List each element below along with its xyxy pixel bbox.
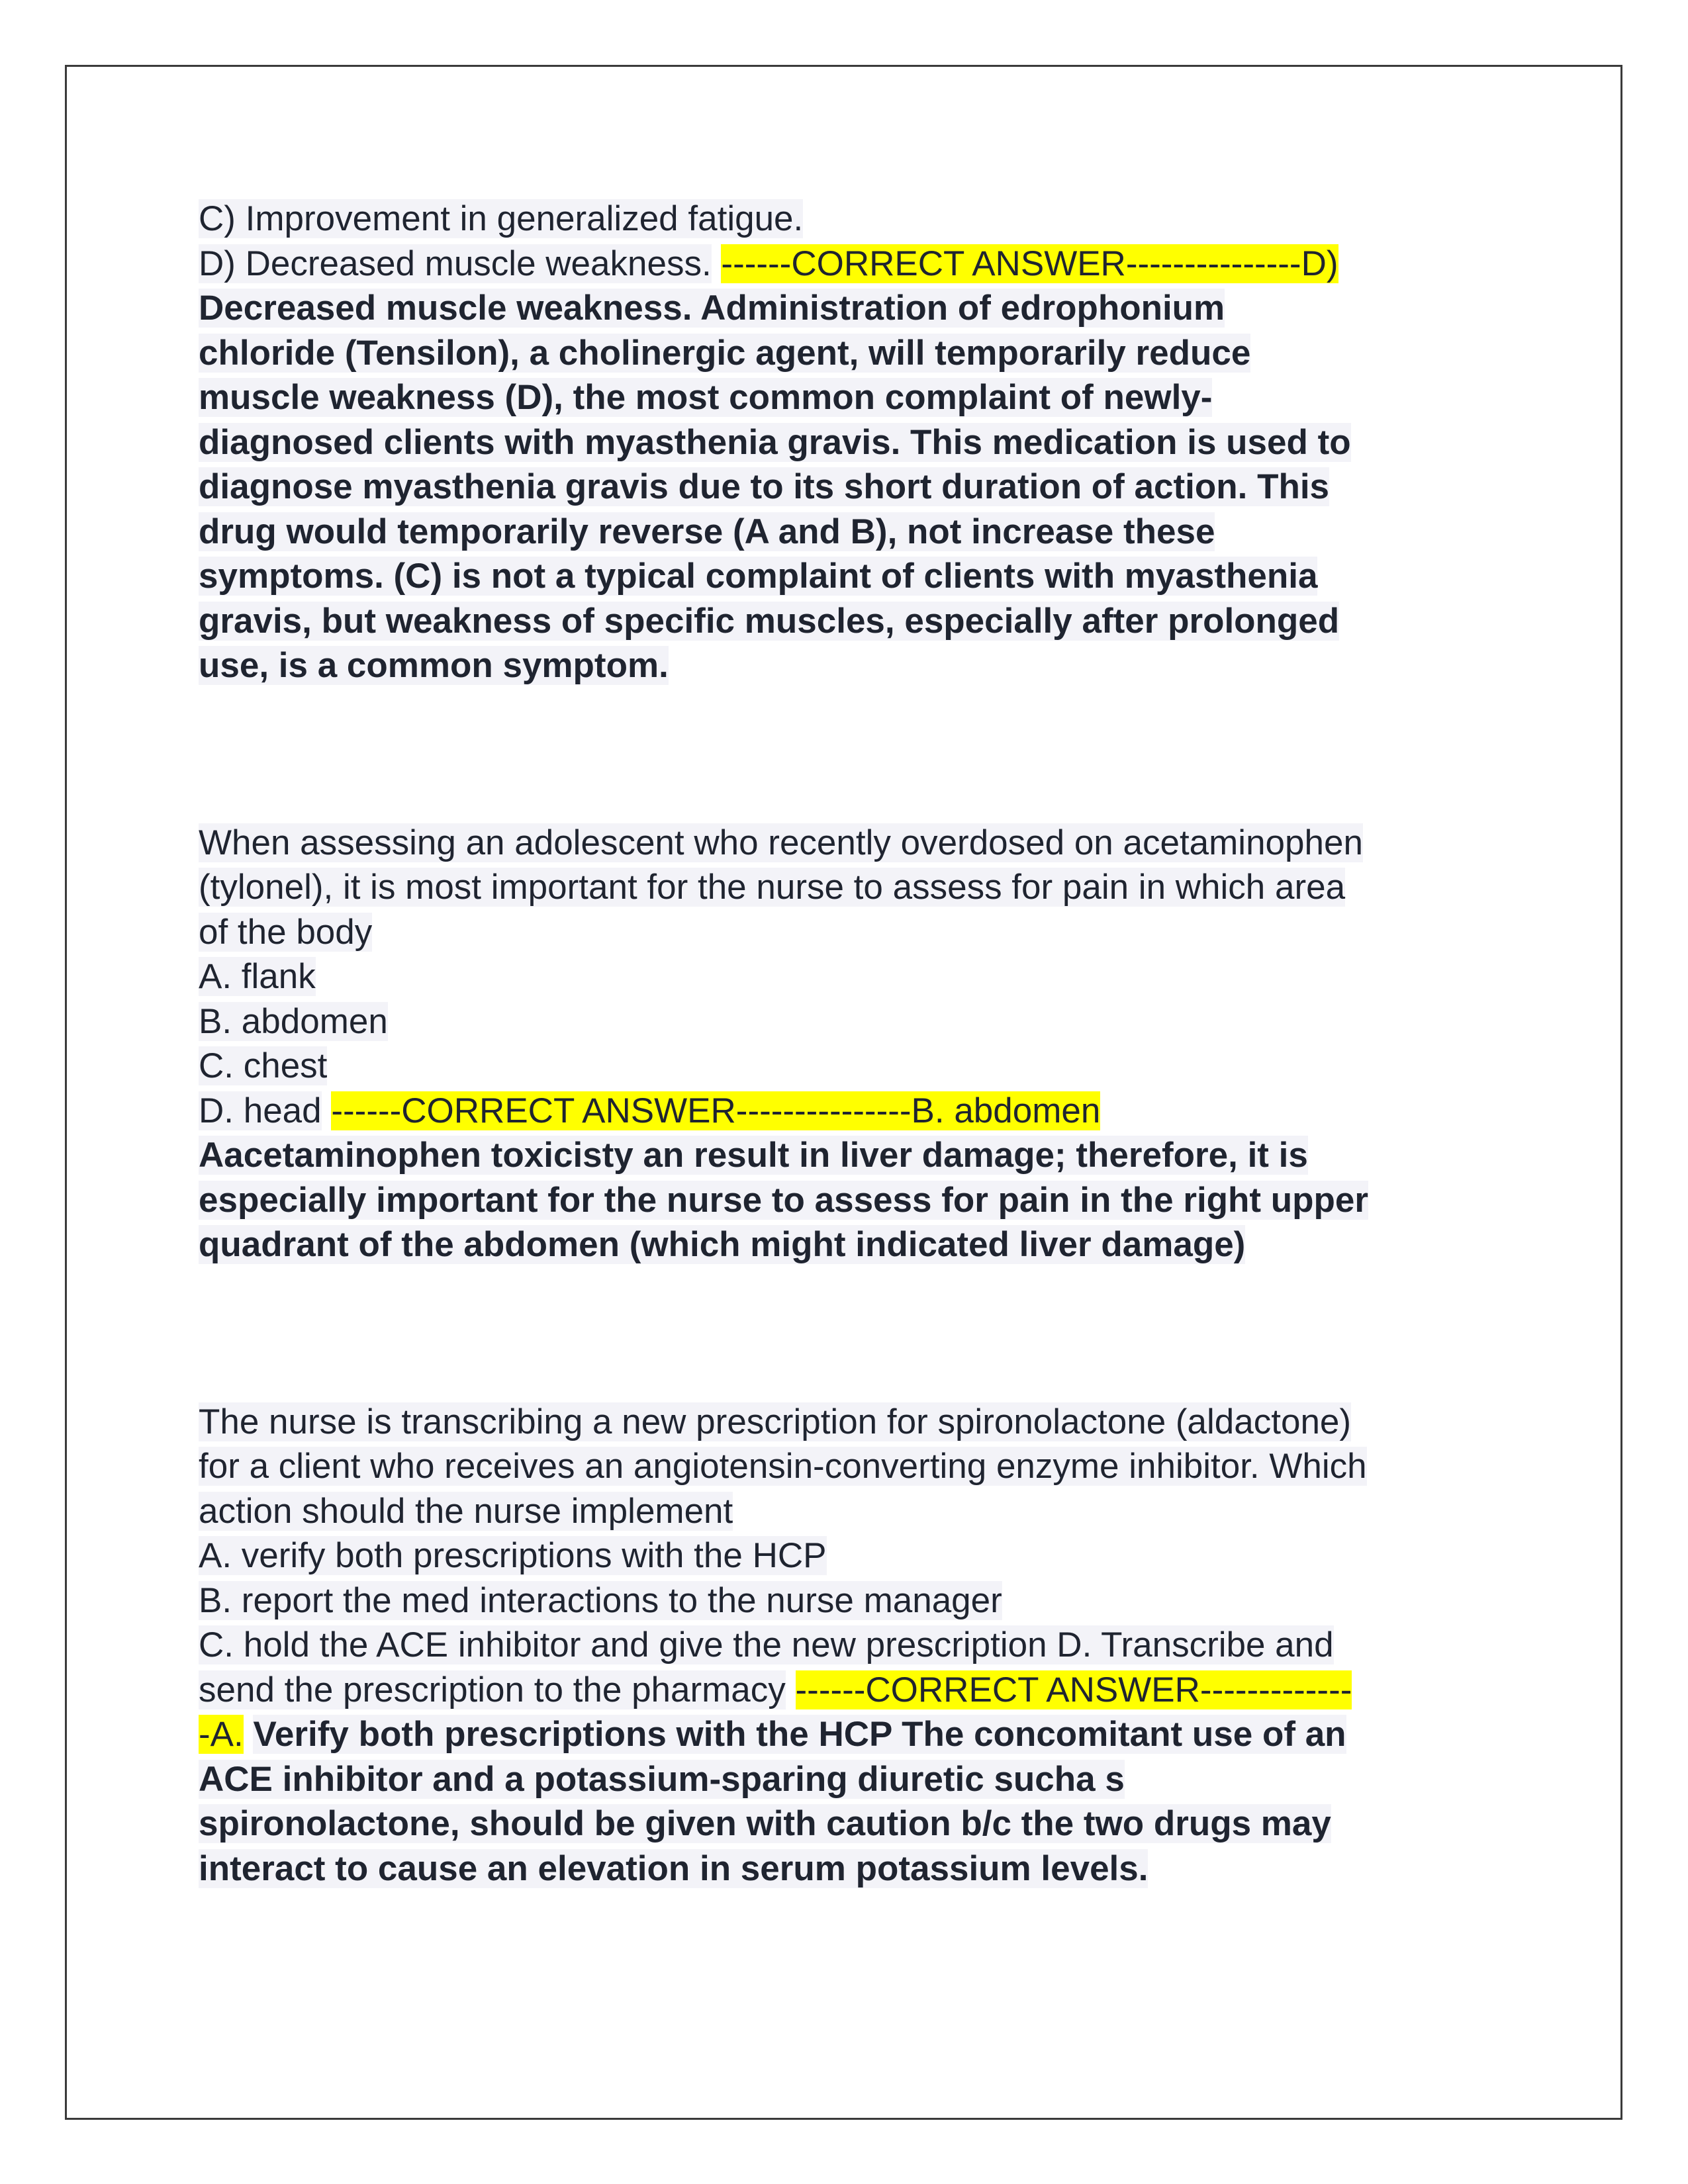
q1-rationale-line: use, is a common symptom.	[199, 646, 669, 685]
q1-rationale-line: chloride (Tensilon), a cholinergic agent, will temporarily reduce	[199, 333, 1251, 373]
q3-rationale-first: Verify both prescriptions with the HCP The concomitant use of an	[253, 1715, 1346, 1754]
question-1	[199, 197, 1489, 688]
q2-question-line: of the body	[199, 912, 373, 952]
q1-option-d: D) Decreased muscle weakness. ------CORRECT ANSWER---------------D)	[199, 244, 1338, 283]
q1-rationale-line: muscle weakness (D), the most common complaint of newly-	[199, 378, 1213, 417]
q1-rationale-line: diagnose myasthenia gravis due to its short duration of action. This	[199, 467, 1330, 506]
question-3	[199, 1400, 1489, 1891]
q2-rationale-line: especially important for the nurse to assess for pain in the right upper	[199, 1180, 1369, 1220]
q2-question-line: (tylonel), it is most important for the nurse to assess for pain in which area	[199, 868, 1346, 907]
q2-rationale-line: Aacetaminophen toxicisty an result in liver damage; therefore, it is	[199, 1136, 1308, 1175]
q1-rationale-line: symptoms. (C) is not a typical complaint of clients with myasthenia	[199, 557, 1318, 596]
correct-answer-marker: -A.	[199, 1715, 244, 1754]
q3-rationale-line: interact to cause an elevation in serum potassium levels.	[199, 1848, 1149, 1888]
q2-option: C. chest	[199, 1046, 328, 1085]
q1-rationale-line: Decreased muscle weakness. Administration of edrophonium	[199, 289, 1225, 328]
q3-rationale-line: spironolactone, should be given with caution b/c the two drugs may	[199, 1804, 1331, 1843]
q3-option: C. hold the ACE inhibitor and give the new prescription D. Transcribe and	[199, 1625, 1334, 1664]
q3-question-line: The nurse is transcribing a new prescription for spironolactone (aldactone)	[199, 1402, 1352, 1441]
q3-option-tail: send the prescription to the pharmacy ------CORRECT ANSWER-------------	[199, 1670, 1352, 1709]
q3-question-line: action should the nurse implement	[199, 1491, 733, 1531]
q2-question-line: When assessing an adolescent who recently overdosed on acetaminophen	[199, 823, 1363, 862]
q1-rationale-line: gravis, but weakness of specific muscles, especially after prolonged	[199, 601, 1340, 641]
spacer	[199, 688, 1489, 821]
spacer	[199, 1267, 1489, 1400]
q2-option: A. flank	[199, 957, 316, 996]
correct-answer-marker: ------CORRECT ANSWER-------------	[795, 1670, 1352, 1709]
q3-option: A. verify both prescriptions with the HCP	[199, 1536, 827, 1575]
q2-rationale-line: quadrant of the abdomen (which might indicated liver damage)	[199, 1225, 1246, 1264]
q1-rationale-line: drug would temporarily reverse (A and B), not increase these	[199, 512, 1215, 551]
question-2	[199, 821, 1489, 1267]
q3-option: B. report the med interactions to the nurse manager	[199, 1580, 1002, 1620]
correct-answer-marker: ------CORRECT ANSWER---------------B. abdomen	[331, 1091, 1101, 1130]
document-body	[199, 197, 1489, 1891]
correct-answer-marker: ------CORRECT ANSWER---------------D)	[721, 244, 1338, 283]
q3-answer-line	[199, 1712, 1489, 1757]
q3-rationale-line: ACE inhibitor and a potassium-sparing diuretic sucha s	[199, 1759, 1125, 1799]
q1-rationale-line: diagnosed clients with myasthenia gravis. This medication is used to	[199, 422, 1351, 462]
q1-option-c: C) Improvement in generalized fatigue.	[199, 199, 804, 238]
q2-option: B. abdomen	[199, 1001, 388, 1041]
q3-question-line: for a client who receives an angiotensin-converting enzyme inhibitor. Which	[199, 1447, 1367, 1486]
q2-option-d: D. head ------CORRECT ANSWER---------------B. abdomen	[199, 1091, 1101, 1130]
